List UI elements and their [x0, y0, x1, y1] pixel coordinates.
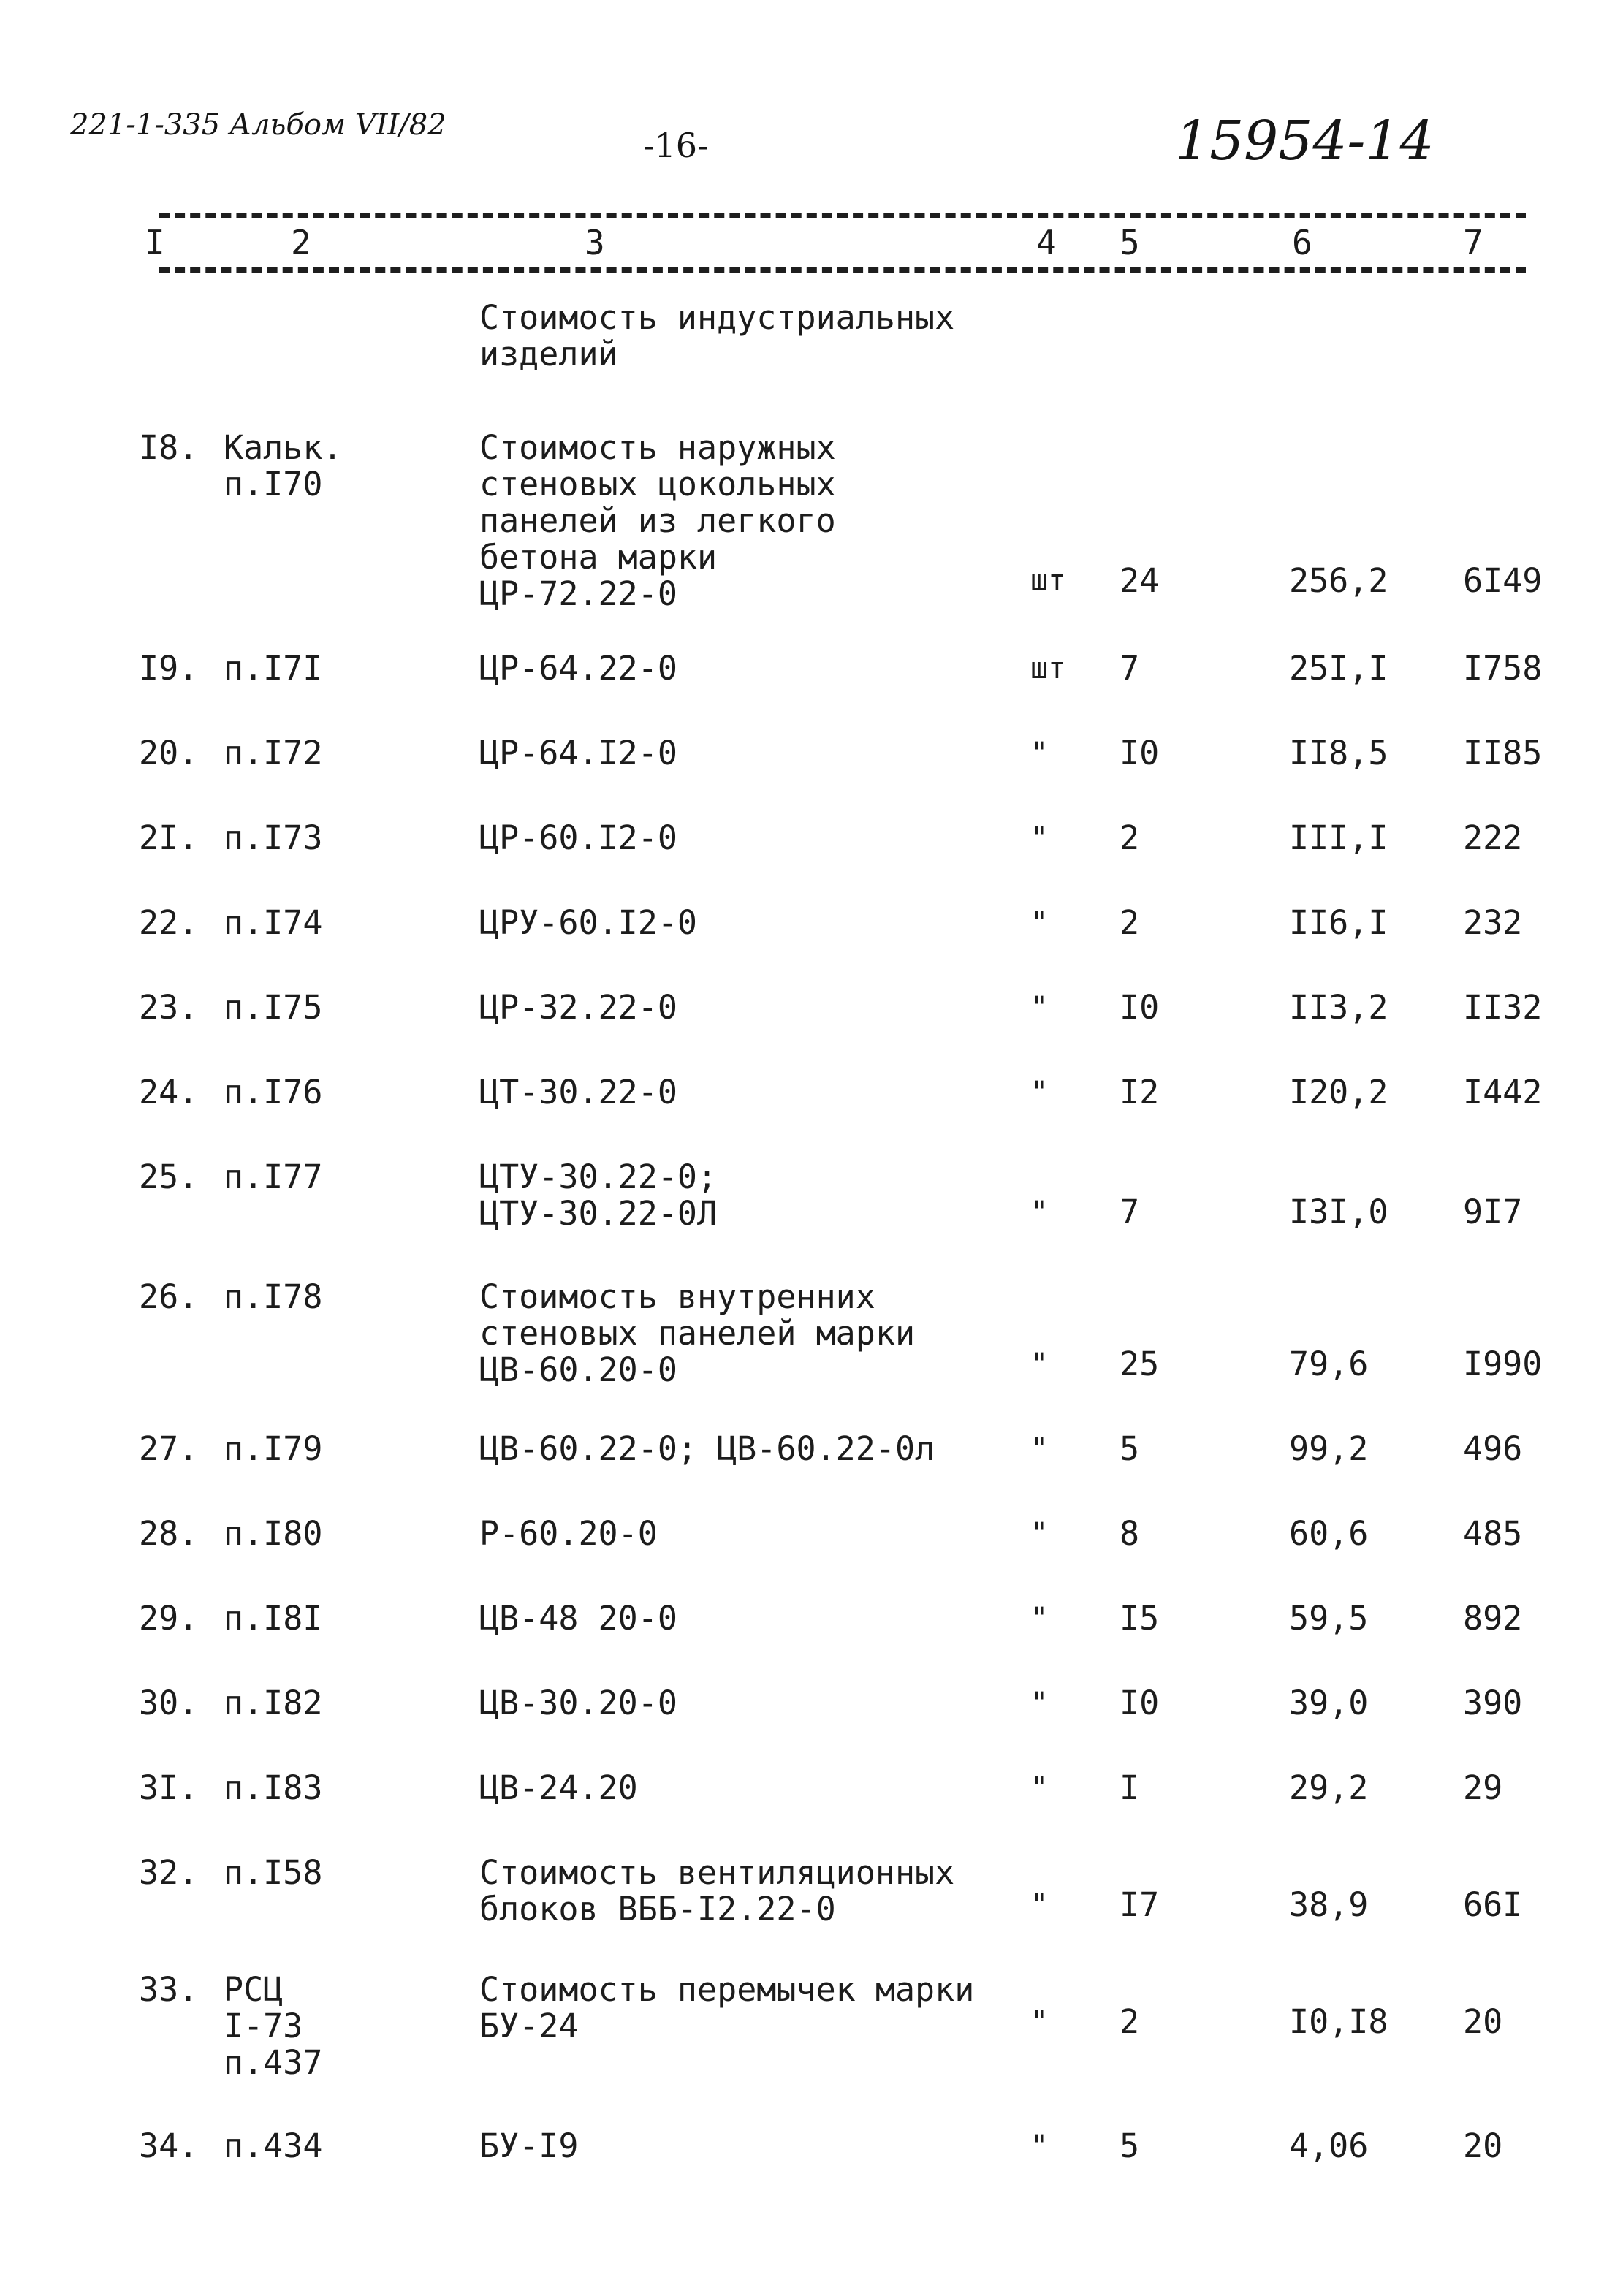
row-ref: п.I58 [224, 1853, 323, 1892]
row-unit: " [1030, 1432, 1049, 1466]
row-qty: 25 [1120, 1345, 1160, 1383]
row-qty: 2 [1120, 903, 1140, 942]
row-total: 29 [1463, 1768, 1503, 1807]
row-unit: " [1030, 906, 1049, 940]
row-num: 28. [139, 1514, 199, 1553]
row-unit: " [1030, 2129, 1049, 2163]
row-unit: " [1030, 991, 1049, 1025]
row-num: 22. [139, 903, 199, 942]
row-unit: " [1030, 737, 1049, 770]
row-price: 79,6 [1289, 1345, 1369, 1383]
row-ref: п.434 [224, 2126, 323, 2165]
row-total: 485 [1463, 1514, 1523, 1553]
row-price: 99,2 [1289, 1429, 1369, 1468]
row-total: I758 [1463, 649, 1543, 688]
row-num: 32. [139, 1853, 199, 1892]
table-header-bottom-rule [159, 267, 1526, 273]
row-desc: ЦР-60.I2-0 [479, 818, 677, 857]
row-qty: I5 [1120, 1599, 1160, 1638]
row-qty: 7 [1120, 649, 1140, 688]
row-ref: Кальк. п.I70 [224, 428, 343, 503]
row-unit: " [1030, 2005, 1049, 2039]
row-qty: I0 [1120, 1684, 1160, 1722]
row-num: 25. [139, 1157, 199, 1196]
row-qty: I0 [1120, 734, 1160, 772]
row-total: 496 [1463, 1429, 1523, 1468]
row-ref: РСЦ I-73 п.437 [224, 1970, 323, 2082]
row-unit: " [1030, 1687, 1049, 1720]
row-desc: Стоимость наружных стеновых цокольных панелей из легкого бетона марки ЦР-72.22-0 [479, 428, 836, 613]
row-price: 59,5 [1289, 1599, 1369, 1638]
row-price: III,I [1289, 818, 1388, 857]
row-num: 2I. [139, 818, 199, 857]
row-price: 256,2 [1289, 561, 1388, 600]
column-header-7: 7 [1463, 223, 1483, 262]
row-desc: ЦВ-30.20-0 [479, 1684, 677, 1722]
row-desc: БУ-I9 [479, 2126, 579, 2165]
row-qty: I [1120, 1768, 1140, 1807]
row-desc: ЦВ-48 20-0 [479, 1599, 677, 1638]
row-total: 20 [1463, 2002, 1503, 2041]
row-desc: ЦР-64.22-0 [479, 649, 677, 688]
row-unit: шт [1030, 564, 1066, 598]
row-unit: " [1030, 1771, 1049, 1805]
row-ref: п.I80 [224, 1514, 323, 1553]
row-price: 39,0 [1289, 1684, 1369, 1722]
row-total: 66I [1463, 1885, 1523, 1924]
row-total: II32 [1463, 988, 1543, 1027]
row-price: 38,9 [1289, 1885, 1369, 1924]
row-num: 23. [139, 988, 199, 1027]
table-header-top-rule [159, 213, 1526, 218]
row-desc: Стоимость перемычек марки БУ-24 [479, 1970, 975, 2045]
column-header-2: 2 [291, 223, 311, 262]
column-header-4: 4 [1036, 223, 1057, 262]
row-num: 20. [139, 734, 199, 772]
row-desc: Стоимость внутренних стеновых панелей марки ЦВ-60.20-0 [479, 1277, 916, 1389]
row-desc: ЦРУ-60.I2-0 [479, 903, 698, 942]
row-ref: п.I73 [224, 818, 323, 857]
row-num: 27. [139, 1429, 199, 1468]
row-ref: п.I7I [224, 649, 323, 688]
document-code: 15954-14 [1175, 110, 1434, 172]
row-desc: ЦР-64.I2-0 [479, 734, 677, 772]
row-price: 25I,I [1289, 649, 1388, 688]
row-ref: п.I74 [224, 903, 323, 942]
column-header-6: 6 [1292, 223, 1312, 262]
row-price: 29,2 [1289, 1768, 1369, 1807]
row-total: 892 [1463, 1599, 1523, 1638]
row-price: II6,I [1289, 903, 1388, 942]
row-num: 3I. [139, 1768, 199, 1807]
row-ref: п.I77 [224, 1157, 323, 1196]
row-total: 6I49 [1463, 561, 1543, 600]
row-qty: I2 [1120, 1073, 1160, 1111]
row-ref: п.I75 [224, 988, 323, 1027]
row-total: I442 [1463, 1073, 1543, 1111]
row-ref: п.I72 [224, 734, 323, 772]
row-num: 29. [139, 1599, 199, 1638]
row-qty: 5 [1120, 1429, 1140, 1468]
column-header-3: 3 [585, 223, 605, 262]
row-price: 4,06 [1289, 2126, 1369, 2165]
row-unit: " [1030, 821, 1049, 855]
row-qty: 7 [1120, 1193, 1140, 1231]
row-desc: ЦР-32.22-0 [479, 988, 677, 1027]
row-num: 30. [139, 1684, 199, 1722]
row-qty: 24 [1120, 561, 1160, 600]
row-qty: I0 [1120, 988, 1160, 1027]
row-price: I20,2 [1289, 1073, 1388, 1111]
section-title: Стоимость индустриальных изделий [479, 298, 955, 373]
row-desc: ЦТ-30.22-0 [479, 1073, 677, 1111]
row-total: 20 [1463, 2126, 1503, 2165]
row-desc: Стоимость вентиляционных блоков ВББ-I2.22-0 [479, 1853, 955, 1928]
row-qty: 2 [1120, 2002, 1140, 2041]
row-unit: " [1030, 1517, 1049, 1551]
row-unit: " [1030, 1076, 1049, 1109]
row-unit: " [1030, 1195, 1049, 1229]
row-num: 33. [139, 1970, 199, 2009]
row-qty: I7 [1120, 1885, 1160, 1924]
row-num: 24. [139, 1073, 199, 1111]
row-total: 390 [1463, 1684, 1523, 1722]
row-desc: ЦТУ-30.22-0; ЦТУ-30.22-0Л [479, 1157, 718, 1233]
row-total: II85 [1463, 734, 1543, 772]
row-desc: Р-60.20-0 [479, 1514, 658, 1553]
row-num: I9. [139, 649, 199, 688]
row-unit: " [1030, 1602, 1049, 1635]
row-qty: 8 [1120, 1514, 1140, 1553]
row-price: 60,6 [1289, 1514, 1369, 1553]
row-ref: п.I8I [224, 1599, 323, 1638]
row-num: 34. [139, 2126, 199, 2165]
row-ref: п.I83 [224, 1768, 323, 1807]
row-desc: ЦВ-24.20 [479, 1768, 638, 1807]
row-qty: 2 [1120, 818, 1140, 857]
row-total: I990 [1463, 1345, 1543, 1383]
row-total: 232 [1463, 903, 1523, 942]
row-desc: ЦВ-60.22-0; ЦВ-60.22-0л [479, 1429, 935, 1468]
row-qty: 5 [1120, 2126, 1140, 2165]
column-header-1: I [145, 223, 165, 262]
row-price: I3I,0 [1289, 1193, 1388, 1231]
row-ref: п.I79 [224, 1429, 323, 1468]
row-num: 26. [139, 1277, 199, 1316]
row-unit: " [1030, 1888, 1049, 1922]
row-ref: п.I78 [224, 1277, 323, 1316]
row-num: I8. [139, 428, 199, 467]
row-price: I0,I8 [1289, 2002, 1388, 2041]
row-price: II8,5 [1289, 734, 1388, 772]
row-total: 9I7 [1463, 1193, 1523, 1231]
row-ref: п.I76 [224, 1073, 323, 1111]
row-ref: п.I82 [224, 1684, 323, 1722]
row-total: 222 [1463, 818, 1523, 857]
row-price: II3,2 [1289, 988, 1388, 1027]
column-header-5: 5 [1120, 223, 1140, 262]
row-unit: шт [1030, 652, 1066, 685]
page-number: -16- [643, 126, 709, 165]
header-left-note: 221-1-335 Альбом VII/82 [70, 108, 446, 142]
row-unit: " [1030, 1347, 1049, 1381]
